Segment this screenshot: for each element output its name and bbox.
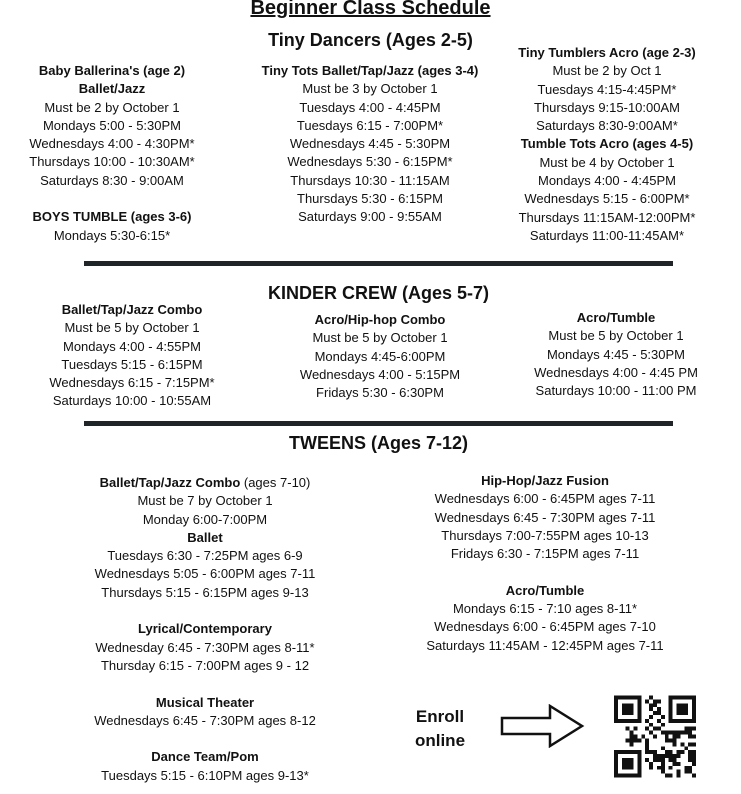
class-line — [262, 117, 479, 135]
class-line — [94, 767, 316, 785]
enroll-online-label — [400, 705, 480, 753]
line-text: Wednesdays 4:00 - 5:15PM — [299, 366, 461, 382]
class-line — [518, 62, 695, 80]
class-line — [94, 547, 316, 565]
line-text: Wednesdays 4:45 - 5:30PM — [289, 136, 451, 152]
right-arrow-icon — [500, 704, 586, 748]
line-text: Ballet/Jazz — [78, 81, 146, 97]
class-block — [29, 62, 194, 245]
class-heading — [94, 529, 316, 547]
line-text: Thursdays 9:15-10:00AM — [534, 99, 680, 115]
class-block — [49, 301, 214, 411]
class-block — [94, 474, 316, 785]
page-title: Beginner Class Schedule — [250, 0, 491, 19]
class-line — [262, 172, 479, 190]
line-text: Must be 5 by October 1 — [312, 330, 448, 346]
class-heading — [534, 309, 698, 327]
class-line — [94, 511, 316, 529]
line-text: Musical Theater — [155, 694, 255, 710]
class-line — [29, 117, 194, 135]
line-text: BOYS TUMBLE (ages 3-6) — [32, 209, 192, 225]
class-block — [300, 311, 460, 402]
enroll-line-1: Enroll — [415, 707, 465, 726]
line-text: Acro/Tumble — [576, 310, 656, 325]
class-line — [94, 639, 316, 657]
line-text: Must be 2 by October 1 — [44, 99, 180, 115]
line-text: Must be 3 by October 1 — [302, 81, 438, 97]
line-text: Must be 5 by October 1 — [548, 328, 684, 344]
class-block — [262, 62, 479, 227]
line-text: Wednesdays 5:30 - 6:15PM* — [287, 154, 453, 170]
class-line — [518, 117, 695, 135]
class-line — [262, 80, 479, 98]
line-text: Saturdays 10:00 - 11:00 PM — [535, 383, 697, 399]
class-line — [94, 584, 316, 602]
class-line — [426, 600, 663, 618]
class-line — [534, 346, 698, 364]
class-heading — [94, 620, 316, 638]
line-text: Fridays 5:30 - 6:30PM — [316, 385, 444, 401]
line-text: Wednesdays 6:45 - 7:30PM ages 7-11 — [434, 509, 656, 525]
line-text: Tuesdays 5:15 - 6:15PM — [61, 356, 203, 372]
class-line — [426, 637, 663, 655]
line-text: Mondays 4:45-6:00PM — [314, 348, 446, 364]
class-line — [29, 190, 194, 208]
line-text: Tuesdays 4:00 - 4:45PM — [299, 99, 441, 115]
enroll-line-2: online — [414, 731, 466, 750]
line-text: Tiny Tumblers Acro (age 2-3) — [518, 45, 696, 60]
class-line — [426, 618, 663, 636]
class-line — [426, 527, 663, 545]
section-title-tiny-dancers: Tiny Dancers (Ages 2-5) — [268, 30, 473, 50]
class-heading — [262, 62, 479, 80]
class-line — [29, 153, 194, 171]
class-line — [49, 356, 214, 374]
line-text: Wednesdays 4:00 - 4:45 PM — [534, 364, 698, 380]
class-heading — [300, 311, 460, 329]
class-line — [262, 135, 479, 153]
class-heading — [94, 474, 316, 492]
line-text: Saturdays 8:30 - 9:00AM — [40, 172, 184, 188]
class-line — [49, 392, 214, 410]
line-text: Must be 2 by Oct 1 — [552, 63, 662, 79]
class-heading — [94, 694, 316, 712]
line-text: Wednesdays 6:45 - 7:30PM ages 8-12 — [94, 712, 316, 728]
line-text: Wednesday 6:45 - 7:30PM ages 8-11* — [95, 639, 315, 655]
line-text: Tuesdays 4:15-4:45PM* — [537, 81, 677, 97]
line-text: Mondays 4:00 - 4:45PM — [537, 173, 677, 189]
class-line — [426, 509, 663, 527]
line-text: Thursdays 10:00 - 10:30AM* — [29, 154, 195, 170]
class-line — [300, 348, 460, 366]
class-heading — [518, 44, 695, 62]
class-line — [29, 227, 194, 245]
class-line — [426, 563, 663, 581]
line-text: Saturdays 11:45AM - 12:45PM ages 7-11 — [426, 637, 664, 653]
line-text: Acro/Hip-hop Combo — [314, 312, 446, 327]
line-text: Saturdays 8:30-9:00AM* — [536, 118, 678, 134]
class-block — [426, 472, 663, 655]
class-line — [94, 565, 316, 583]
line-text: Saturdays 9:00 - 9:55AM — [298, 209, 442, 225]
class-line — [518, 227, 695, 245]
class-heading — [49, 301, 214, 319]
line-text: Tuesdays 5:15 - 6:10PM ages 9-13* — [101, 767, 309, 783]
class-line — [518, 99, 695, 117]
class-line — [262, 153, 479, 171]
class-line — [94, 602, 316, 620]
class-line — [262, 190, 479, 208]
class-line — [300, 366, 460, 384]
class-line — [94, 730, 316, 748]
class-heading — [29, 80, 194, 98]
line-text: Thursdays 7:00-7:55PM ages 10-13 — [441, 527, 649, 543]
divider — [84, 421, 673, 426]
line-text: Must be 5 by October 1 — [64, 320, 200, 336]
class-line — [426, 545, 663, 563]
line-text: Fridays 6:30 - 7:15PM ages 7-11 — [450, 546, 640, 562]
line-text: Must be 4 by October 1 — [539, 154, 675, 170]
class-line — [426, 490, 663, 508]
class-line — [94, 657, 316, 675]
line-text: Must be 7 by October 1 — [137, 493, 273, 509]
line-text: Baby Ballerina's (age 2) — [38, 63, 186, 78]
line-text: Ballet/Tap/Jazz Combo — [61, 302, 203, 317]
line-text: Tumble Tots Acro (ages 4-5) — [520, 136, 694, 152]
section-title-tweens: TWEENS (Ages 7-12) — [288, 433, 469, 453]
class-heading — [426, 472, 663, 490]
class-heading — [426, 582, 663, 600]
class-heading — [518, 135, 695, 153]
line-text: Thursdays 10:30 - 11:15AM — [290, 172, 450, 188]
line-text: Wednesdays 6:00 - 6:45PM ages 7-10 — [434, 619, 656, 635]
class-line — [94, 675, 316, 693]
line-text: Mondays 5:00 - 5:30PM — [42, 117, 182, 133]
class-line — [518, 190, 695, 208]
line-text: Tuesdays 6:15 - 7:00PM* — [296, 117, 444, 133]
class-line — [534, 327, 698, 345]
class-line — [29, 135, 194, 153]
class-line — [518, 154, 695, 172]
class-line — [518, 209, 695, 227]
class-heading — [94, 748, 316, 766]
line-text: Wednesdays 4:00 - 4:30PM* — [29, 136, 195, 152]
class-line — [534, 382, 698, 400]
line-suffix: (ages 7-10) — [240, 475, 311, 490]
class-line — [518, 81, 695, 99]
line-text: Thursdays 5:15 - 6:15PM ages 9-13 — [101, 584, 309, 600]
class-line — [49, 319, 214, 337]
line-text: Hip-Hop/Jazz Fusion — [481, 473, 609, 488]
class-line — [29, 172, 194, 190]
class-line — [94, 492, 316, 510]
line-text: Saturdays 11:00-11:45AM* — [529, 227, 685, 243]
line-text: Lyrical/Contemporary — [138, 621, 272, 637]
class-heading — [29, 208, 194, 226]
class-line — [94, 712, 316, 730]
line-text: Ballet — [187, 529, 223, 545]
line-text: Tiny Tots Ballet/Tap/Jazz (ages 3-4) — [261, 63, 479, 78]
line-text: Mondays 6:15 - 7:10 ages 8-11* — [452, 601, 638, 617]
line-text: Ballet/Tap/Jazz Combo — [99, 475, 241, 490]
class-heading — [29, 62, 194, 80]
class-line — [49, 374, 214, 392]
class-block — [534, 309, 698, 400]
line-text: Wednesdays 6:15 - 7:15PM* — [49, 375, 215, 391]
line-text: Mondays 5:30-6:15* — [53, 227, 171, 243]
class-line — [29, 99, 194, 117]
class-line — [262, 99, 479, 117]
line-text: Mondays 4:45 - 5:30PM — [546, 346, 686, 362]
line-text: Thursday 6:15 - 7:00PM ages 9 - 12 — [100, 657, 310, 673]
line-text: Thursdays 5:30 - 6:15PM — [297, 191, 443, 207]
line-text: Thursdays 11:15AM-12:00PM* — [518, 209, 696, 225]
qr-code-icon[interactable] — [614, 695, 696, 778]
line-text: Monday 6:00-7:00PM — [142, 511, 268, 527]
line-text: Dance Team/Pom — [151, 749, 259, 765]
class-line — [262, 208, 479, 226]
section-title-kinder-crew: KINDER CREW (Ages 5-7) — [267, 283, 490, 303]
line-text: Tuesdays 6:30 - 7:25PM ages 6-9 — [107, 548, 303, 564]
line-text: Mondays 4:00 - 4:55PM — [62, 338, 202, 354]
line-text: Wednesdays 5:05 - 6:00PM ages 7-11 — [94, 566, 316, 582]
line-text: Wednesdays 6:00 - 6:45PM ages 7-11 — [434, 491, 656, 507]
divider — [84, 261, 673, 266]
line-text: Acro/Tumble — [505, 582, 585, 598]
class-line — [300, 384, 460, 402]
class-line — [534, 364, 698, 382]
class-block — [518, 44, 695, 245]
class-line — [518, 172, 695, 190]
class-line — [300, 329, 460, 347]
line-text: Saturdays 10:00 - 10:55AM — [52, 393, 212, 409]
class-line — [49, 338, 214, 356]
line-text: Wednesdays 5:15 - 6:00PM* — [524, 191, 690, 207]
